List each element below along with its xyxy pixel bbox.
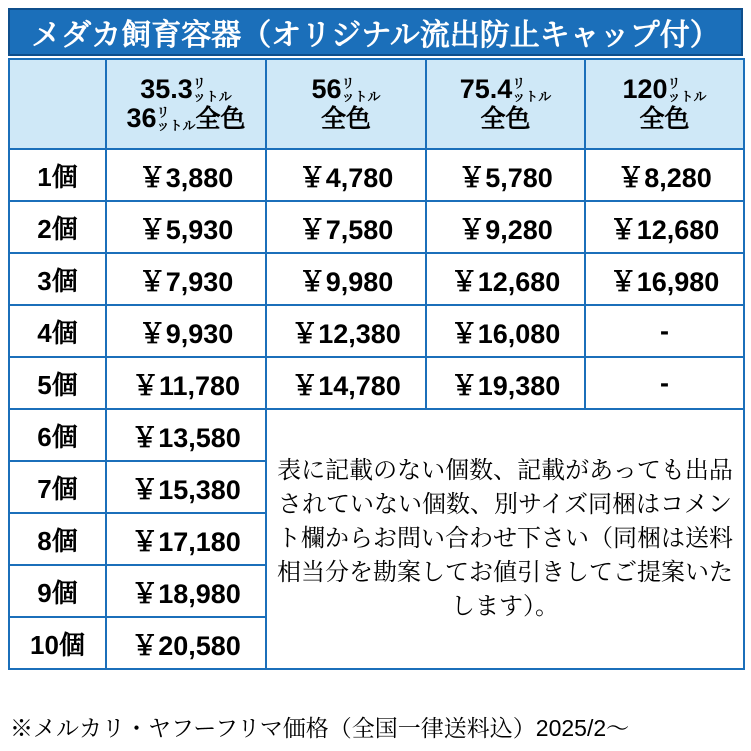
price-cell: ￥12,680 xyxy=(426,253,585,305)
price-cell: ￥8,280 xyxy=(585,149,744,201)
table-row xyxy=(9,201,744,253)
row-qty: 2個 xyxy=(9,201,106,253)
note-text: 表に記載のない個数、記載があっても出品されていない個数、別サイズ同梱はコメント欄からお問い合わせ下さい（同梱は送料相当分を勘案してお値引きしてご提案いたします）。 xyxy=(277,456,733,621)
price-cell: - xyxy=(585,357,744,409)
col-size-120: 120 xyxy=(622,74,668,105)
col-colorlabel-120: 全色 xyxy=(639,105,690,134)
col-unit-ruby-35: リ ットル xyxy=(192,76,232,104)
row-qty: 1個 xyxy=(9,149,106,201)
row-qty: 3個 xyxy=(9,253,106,305)
row-qty: 6個 xyxy=(9,409,106,461)
price-cell: ￥5,930 xyxy=(106,201,266,253)
price-cell: ￥14,780 xyxy=(266,357,426,409)
col-size-35: 35.3 xyxy=(140,74,193,105)
footer-note: ※メルカリ・ヤフーフリマ価格（全国一律送料込）2025/2～ xyxy=(10,715,630,741)
col-size-75: 75.4 xyxy=(459,74,513,105)
price-cell: ￥7,930 xyxy=(106,253,266,305)
price-cell: ￥15,380 xyxy=(106,461,266,513)
price-cell: ￥20,580 xyxy=(106,617,266,669)
price-cell: ￥7,580 xyxy=(266,201,426,253)
row-qty: 8個 xyxy=(9,513,106,565)
table-row xyxy=(9,357,744,409)
column-header-120 xyxy=(585,59,744,149)
col-colorlabel-75: 全色 xyxy=(480,105,531,134)
col-size-56: 56 xyxy=(311,74,342,105)
col-unit-ruby-75: リ ットル xyxy=(512,76,552,105)
row-qty: 4個 xyxy=(9,305,106,357)
table-row xyxy=(9,305,744,357)
table-row xyxy=(9,253,744,305)
title-bar xyxy=(8,8,743,56)
price-cell: ￥17,180 xyxy=(106,513,266,565)
price-cell: ￥11,780 xyxy=(106,357,266,409)
column-header-56 xyxy=(266,59,426,149)
price-cell: ￥16,080 xyxy=(426,305,585,357)
price-table xyxy=(8,58,745,670)
row-qty: 7個 xyxy=(9,461,106,513)
price-cell: ￥9,930 xyxy=(106,305,266,357)
col-colorlabel-35: 全色 xyxy=(195,105,246,133)
note-block xyxy=(266,409,744,669)
price-cell: ￥4,780 xyxy=(266,149,426,201)
row-qty: 10個 xyxy=(9,617,106,669)
price-cell: ￥12,380 xyxy=(266,305,426,357)
price-cell: ￥12,680 xyxy=(585,201,744,253)
price-cell: ￥5,780 xyxy=(426,149,585,201)
row-qty: 9個 xyxy=(9,565,106,617)
table-header-row xyxy=(9,59,744,149)
price-cell: ￥9,280 xyxy=(426,201,585,253)
price-cell: ￥3,880 xyxy=(106,149,266,201)
price-cell: ￥16,980 xyxy=(585,253,744,305)
col-size-36: 36 xyxy=(126,103,157,133)
col-unit-ruby-120: リ ットル xyxy=(667,76,707,105)
table-row xyxy=(9,149,744,201)
price-cell: ￥19,380 xyxy=(426,357,585,409)
col-colorlabel-56: 全色 xyxy=(320,105,371,134)
column-header-35 xyxy=(106,59,266,149)
col-unit-ruby-56: リ ットル xyxy=(341,76,381,105)
price-cell: ￥18,980 xyxy=(106,565,266,617)
page-title: メダカ飼育容器（オリジナル流出防止キャップ付） xyxy=(31,19,720,52)
table-corner-cell xyxy=(9,59,106,149)
price-cell: ￥13,580 xyxy=(106,409,266,461)
price-cell: - xyxy=(585,305,744,357)
row-qty: 5個 xyxy=(9,357,106,409)
col-unit-ruby-36: リ ットル xyxy=(156,104,196,133)
table-row xyxy=(9,409,744,461)
column-header-75 xyxy=(426,59,585,149)
price-cell: ￥9,980 xyxy=(266,253,426,305)
